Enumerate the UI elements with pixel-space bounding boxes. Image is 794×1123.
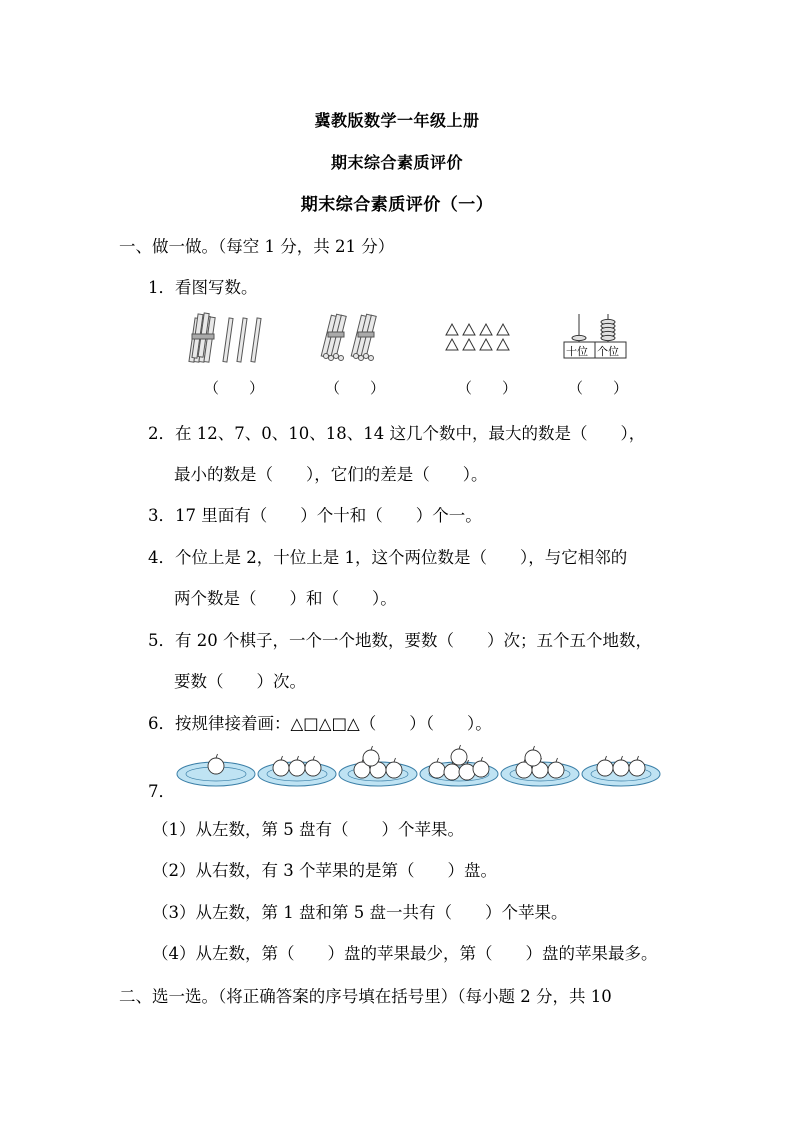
apple: [629, 760, 645, 776]
answer-blank-4[interactable]: （ ）: [568, 379, 629, 397]
book-title: 冀教版数学一年级上册: [314, 111, 480, 130]
apple-stem: [371, 746, 373, 750]
apple-stem: [533, 746, 535, 750]
question-2-line-2: 最小的数是（ ），它们的差是（ ）。: [174, 465, 488, 484]
abacus-label-tens: 十位: [566, 345, 588, 358]
apple: [273, 760, 289, 776]
apple-stem: [394, 758, 396, 762]
apple: [444, 764, 460, 780]
answer-blank-3[interactable]: （ ）: [457, 379, 518, 397]
question-7-part-4: （4）从左数，第（ ）盘的苹果最少，第（ ）盘的苹果最多。: [152, 944, 658, 963]
question-4-line-1: 4．个位上是 2，十位上是 1，这个两位数是（ ），与它相邻的: [148, 548, 628, 567]
answer-blank-1[interactable]: （ ）: [204, 379, 265, 397]
apple-stem: [556, 758, 558, 762]
apple: [525, 750, 541, 766]
apple: [208, 758, 224, 774]
apple: [459, 764, 475, 780]
exam-title: 期末综合素质评价: [330, 153, 463, 172]
apple-stem: [437, 758, 439, 762]
apple-stem: [637, 756, 639, 760]
apple-plate: [420, 745, 498, 786]
apple-plate: [339, 746, 417, 786]
question-7-number: 7．: [148, 782, 175, 801]
apple: [289, 760, 305, 776]
apple-stem: [313, 756, 315, 760]
apple: [363, 750, 379, 766]
apple: [386, 762, 402, 778]
apple-stem: [281, 756, 283, 760]
question-4-line-2: 两个数是（ ）和（ ）。: [174, 589, 397, 608]
section-2-heading: 二、选一选。（将正确答案的序号填在括号里）（每小题 2 分，共 10: [119, 987, 612, 1006]
exam-subtitle: 期末综合素质评价（一）: [300, 195, 494, 215]
apple-stem: [216, 754, 218, 758]
question-7-part-3: （3）从左数，第 1 盘和第 5 盘一共有（ ）个苹果。: [152, 903, 568, 922]
apple-plate: [582, 756, 660, 786]
question-7-part-2: （2）从右数，有 3 个苹果的是第（ ）盘。: [152, 861, 497, 880]
question-3: 3．17 里面有（ ）个十和（ ）个一。: [148, 506, 482, 525]
apple-plate: [177, 754, 255, 786]
question-5-line-2: 要数（ ）次。: [174, 672, 306, 691]
apple-plates-image: [175, 744, 670, 790]
sticks-bundle-image-2: [320, 312, 390, 364]
apple: [429, 762, 445, 778]
question-5-line-1: 5．有 20 个棋子，一个一个地数，要数（ ）次；五个五个地数，: [148, 631, 652, 650]
abacus-label-ones: 个位: [597, 345, 619, 358]
sticks-bundle-image-1: [188, 312, 278, 364]
section-1-heading: 一、做一做。（每空 1 分，共 21 分）: [119, 237, 395, 256]
apple: [473, 761, 489, 777]
question-2-line-1: 2．在 12、7、0、10、18、14 这几个数中，最大的数是（ ），: [148, 424, 646, 443]
question-6: 6．按规律接着画：△□△□△（ ）（ ）。: [148, 714, 492, 733]
triangles-image: [444, 322, 516, 354]
apple-plate: [501, 746, 579, 786]
apple-stem: [459, 745, 461, 749]
apple: [305, 760, 321, 776]
apple-stem: [621, 756, 623, 760]
apple: [451, 749, 467, 765]
question-7-part-1: （1）从左数，第 5 盘有（ ）个苹果。: [152, 820, 464, 839]
apple: [597, 760, 613, 776]
apple-stem: [481, 757, 483, 761]
apple-plate: [258, 756, 336, 786]
apple: [548, 762, 564, 778]
apple: [613, 760, 629, 776]
apple-stem: [605, 756, 607, 760]
answer-blank-2[interactable]: （ ）: [325, 379, 386, 397]
question-1: 1．看图写数。: [148, 278, 258, 297]
apple-stem: [297, 756, 299, 760]
